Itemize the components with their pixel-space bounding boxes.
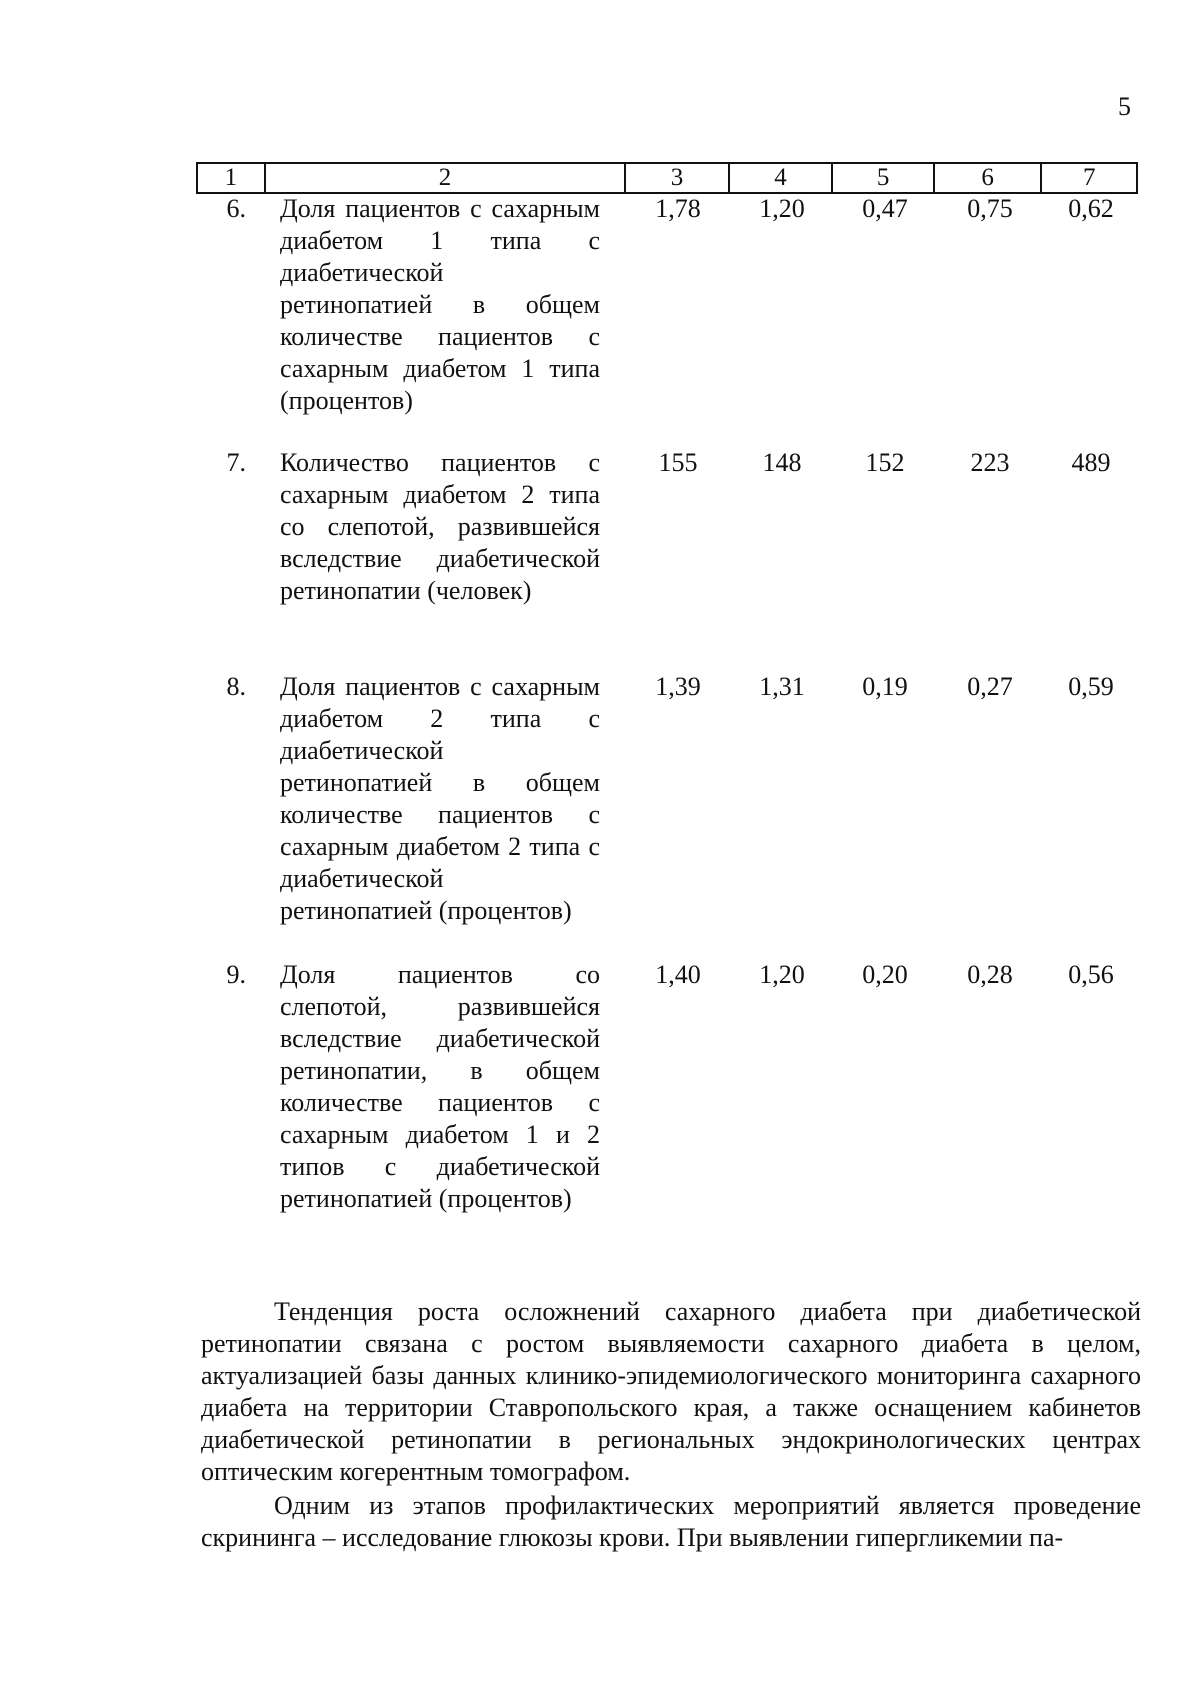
- header-col-7: 7: [1082, 164, 1096, 191]
- value-col-4: 148: [762, 448, 802, 477]
- header-col-1: 1: [198, 164, 266, 192]
- value-col-3: 155: [658, 448, 698, 477]
- value-col-3: 1,40: [655, 960, 701, 989]
- row-description: Доля пациентов с сахарным диабетом 1 типа с диабетической ретинопатией в общем количестве пациентов с сахарным диабетом 1 типа (процентов): [280, 194, 600, 415]
- row-number: 6.: [226, 194, 246, 223]
- row-number: 7.: [226, 448, 246, 477]
- value-col-6: 223: [970, 448, 1010, 477]
- value-col-7: 0,56: [1068, 960, 1114, 989]
- body-paragraph: Тенденция роста осложнений сахарного диабета при диабетической ретинопатии связана с ростом выявляемости сахарного диабета в целом, актуализацией базы данных клинико-эпидемиологического мониторинга сахарного диабета на территории Ставропольского края, а также оснащением кабинетов диабетической ретинопатии в региональных эндокринологических центрах оптическим когерентным томографом.: [201, 1297, 1141, 1486]
- header-col-6: 6: [935, 164, 1043, 192]
- value-col-5: 0,19: [862, 672, 908, 701]
- header-col-5: 5: [833, 164, 935, 192]
- value-col-5: 0,47: [862, 194, 908, 223]
- table-header-row: [196, 162, 1138, 194]
- value-col-3: 1,78: [655, 194, 701, 223]
- header-col-2: 2: [266, 164, 626, 192]
- value-col-7: 0,62: [1068, 194, 1114, 223]
- row-number: 8.: [226, 672, 246, 701]
- value-col-6: 0,28: [967, 960, 1013, 989]
- value-col-6: 0,27: [967, 672, 1013, 701]
- value-col-5: 0,20: [862, 960, 908, 989]
- row-description: Доля пациентов с сахарным диабетом 2 типа с диабетической ретинопатией в общем количестве пациентов с сахарным диабетом 2 типа с диабетической ретинопатией (процентов): [280, 672, 600, 925]
- value-col-3: 1,39: [655, 672, 701, 701]
- value-col-7: 0,59: [1068, 672, 1114, 701]
- value-col-4: 1,20: [759, 960, 805, 989]
- row-description: Количество пациентов с сахарным диабетом 2 типа со слепотой, развившейся вследствие диабетической ретинопатии (человек): [280, 448, 600, 605]
- value-col-7: 489: [1071, 448, 1111, 477]
- header-col-4: 4: [730, 164, 834, 192]
- page-number: 5: [1118, 92, 1131, 121]
- indicators-table: [196, 162, 1138, 1213]
- row-number: 9.: [226, 960, 246, 989]
- value-col-4: 1,31: [759, 672, 805, 701]
- value-col-5: 152: [865, 448, 905, 477]
- value-col-6: 0,75: [967, 194, 1013, 223]
- row-description: Доля пациентов со слепотой, развившейся вследствие диабетической ретинопатии, в общем количестве пациентов с сахарным диабетом 1 и 2 типов с диабетической ретинопатией (процентов): [280, 960, 600, 1213]
- value-col-4: 1,20: [759, 194, 805, 223]
- header-col-3: 3: [626, 164, 730, 192]
- body-paragraph: Одним из этапов профилактических мероприятий является проведение скрининга – исследование глюкозы крови. При выявлении гипергликемии па-: [201, 1491, 1141, 1552]
